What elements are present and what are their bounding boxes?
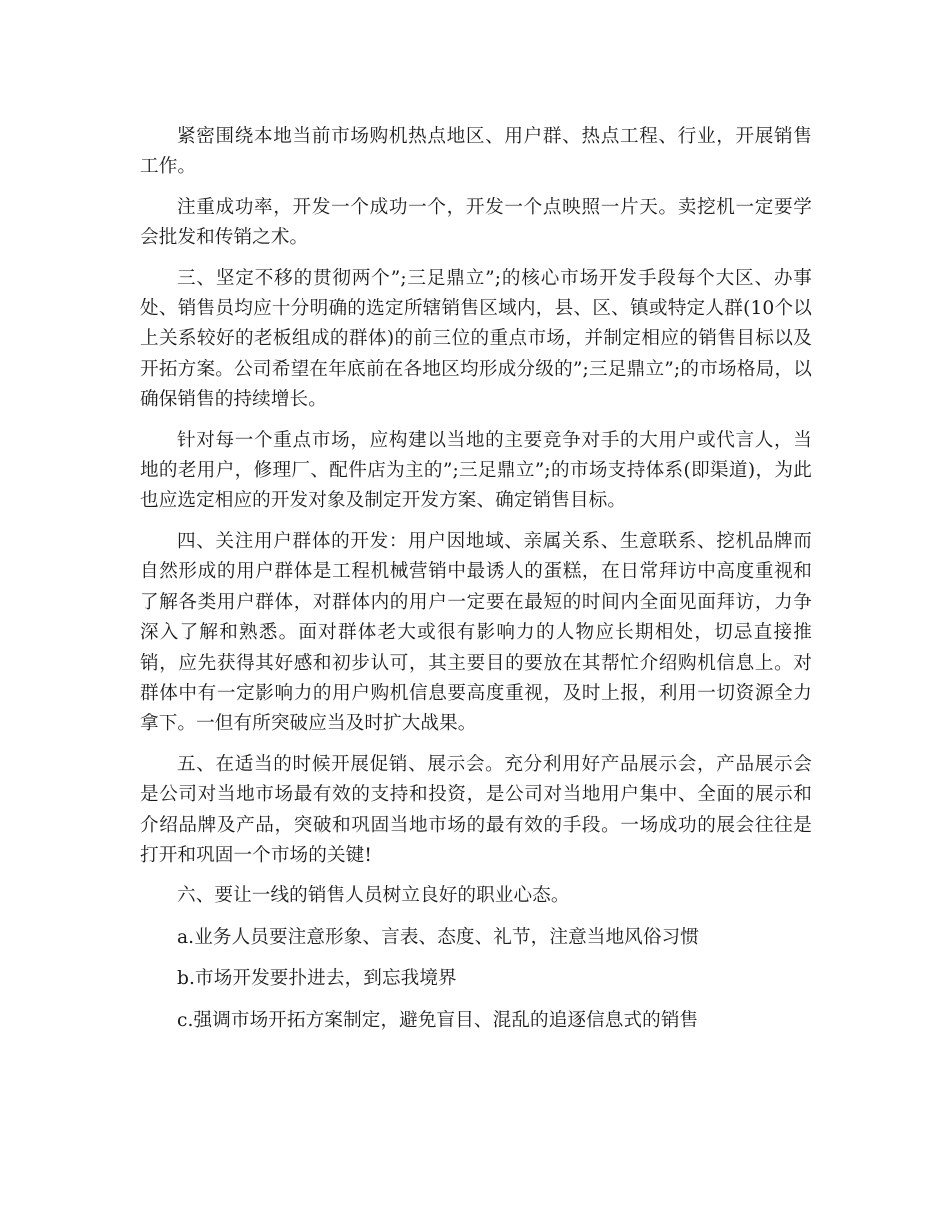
paragraph: 针对每一个重点市场，应构建以当地的主要竞争对手的大用户或代言人，当地的老用户，修理厂、配件店为主的”;三足鼎立”;的市场支持体系(即渠道)，为此也应选定相应的开发对象及制定开发方案、确定销售目标。 bbox=[140, 429, 812, 512]
paragraph: 紧密围绕本地当前市场购机热点地区、用户群、热点工程、行业，开展销售工作。 bbox=[140, 126, 812, 178]
document-body bbox=[140, 122, 812, 1047]
list-item: b.市场开发要扑进去，到忘我境界 bbox=[177, 968, 457, 990]
list-item: a.业务人员要注意形象、言表、态度、礼节，注意当地风俗习惯 bbox=[177, 926, 699, 948]
paragraph: 注重成功率，开发一个成功一个，开发一个点映照一片天。卖挖机一定要学会批发和传销之术。 bbox=[140, 196, 812, 249]
paragraph: 四、关注用户群体的开发：用户因地域、亲属关系、生意联系、挖机品牌而自然形成的用户群体是工程机械营销中最诱人的蛋糕，在日常拜访中高度重视和了解各类用户群体，对群体内的用户一定要在最短的时间内全面见面拜访，力争深入了解和熟悉。面对群体老大或很有影响力的人物应长期相处，切忌直接推销，应先获得其好感和初步认可，其主要目的要放在其帮忙介绍购机信息上。对群体中有一定影响力的用户购机信息要高度重视，及时上报，利用一切资源全力拿下。一但有所突破应当及时扩大战果。 bbox=[140, 530, 812, 735]
paragraph: 六、要让一线的销售人员树立良好的职业心态。 bbox=[177, 885, 570, 907]
paragraph: 五、在适当的时候开展促销、展示会。充分利用好产品展示会，产品展示会是公司对当地市场最有效的支持和投资，是公司对当地用户集中、全面的展示和介绍品牌及产品，突破和巩固当地市场的最有效的手段。一场成功的展会往往是打开和巩固一个市场的关键! bbox=[140, 753, 812, 866]
paragraph: 三、坚定不移的贯彻两个”;三足鼎立”;的核心市场开发手段每个大区、办事处、销售员均应十分明确的选定所辖销售区域内，县、区、镇或特定人群(10个以上关系较好的老板组成的群体)的前三位的重点市场，并制定相应的销售目标以及开拓方案。公司希望在年底前在各地区均形成分级的”;三足鼎立”;的市场格局，以确保销售的持续增长。 bbox=[140, 267, 812, 411]
list-item: c.强调市场开拓方案制定，避免盲目、混乱的追逐信息式的销售 bbox=[177, 1009, 699, 1031]
